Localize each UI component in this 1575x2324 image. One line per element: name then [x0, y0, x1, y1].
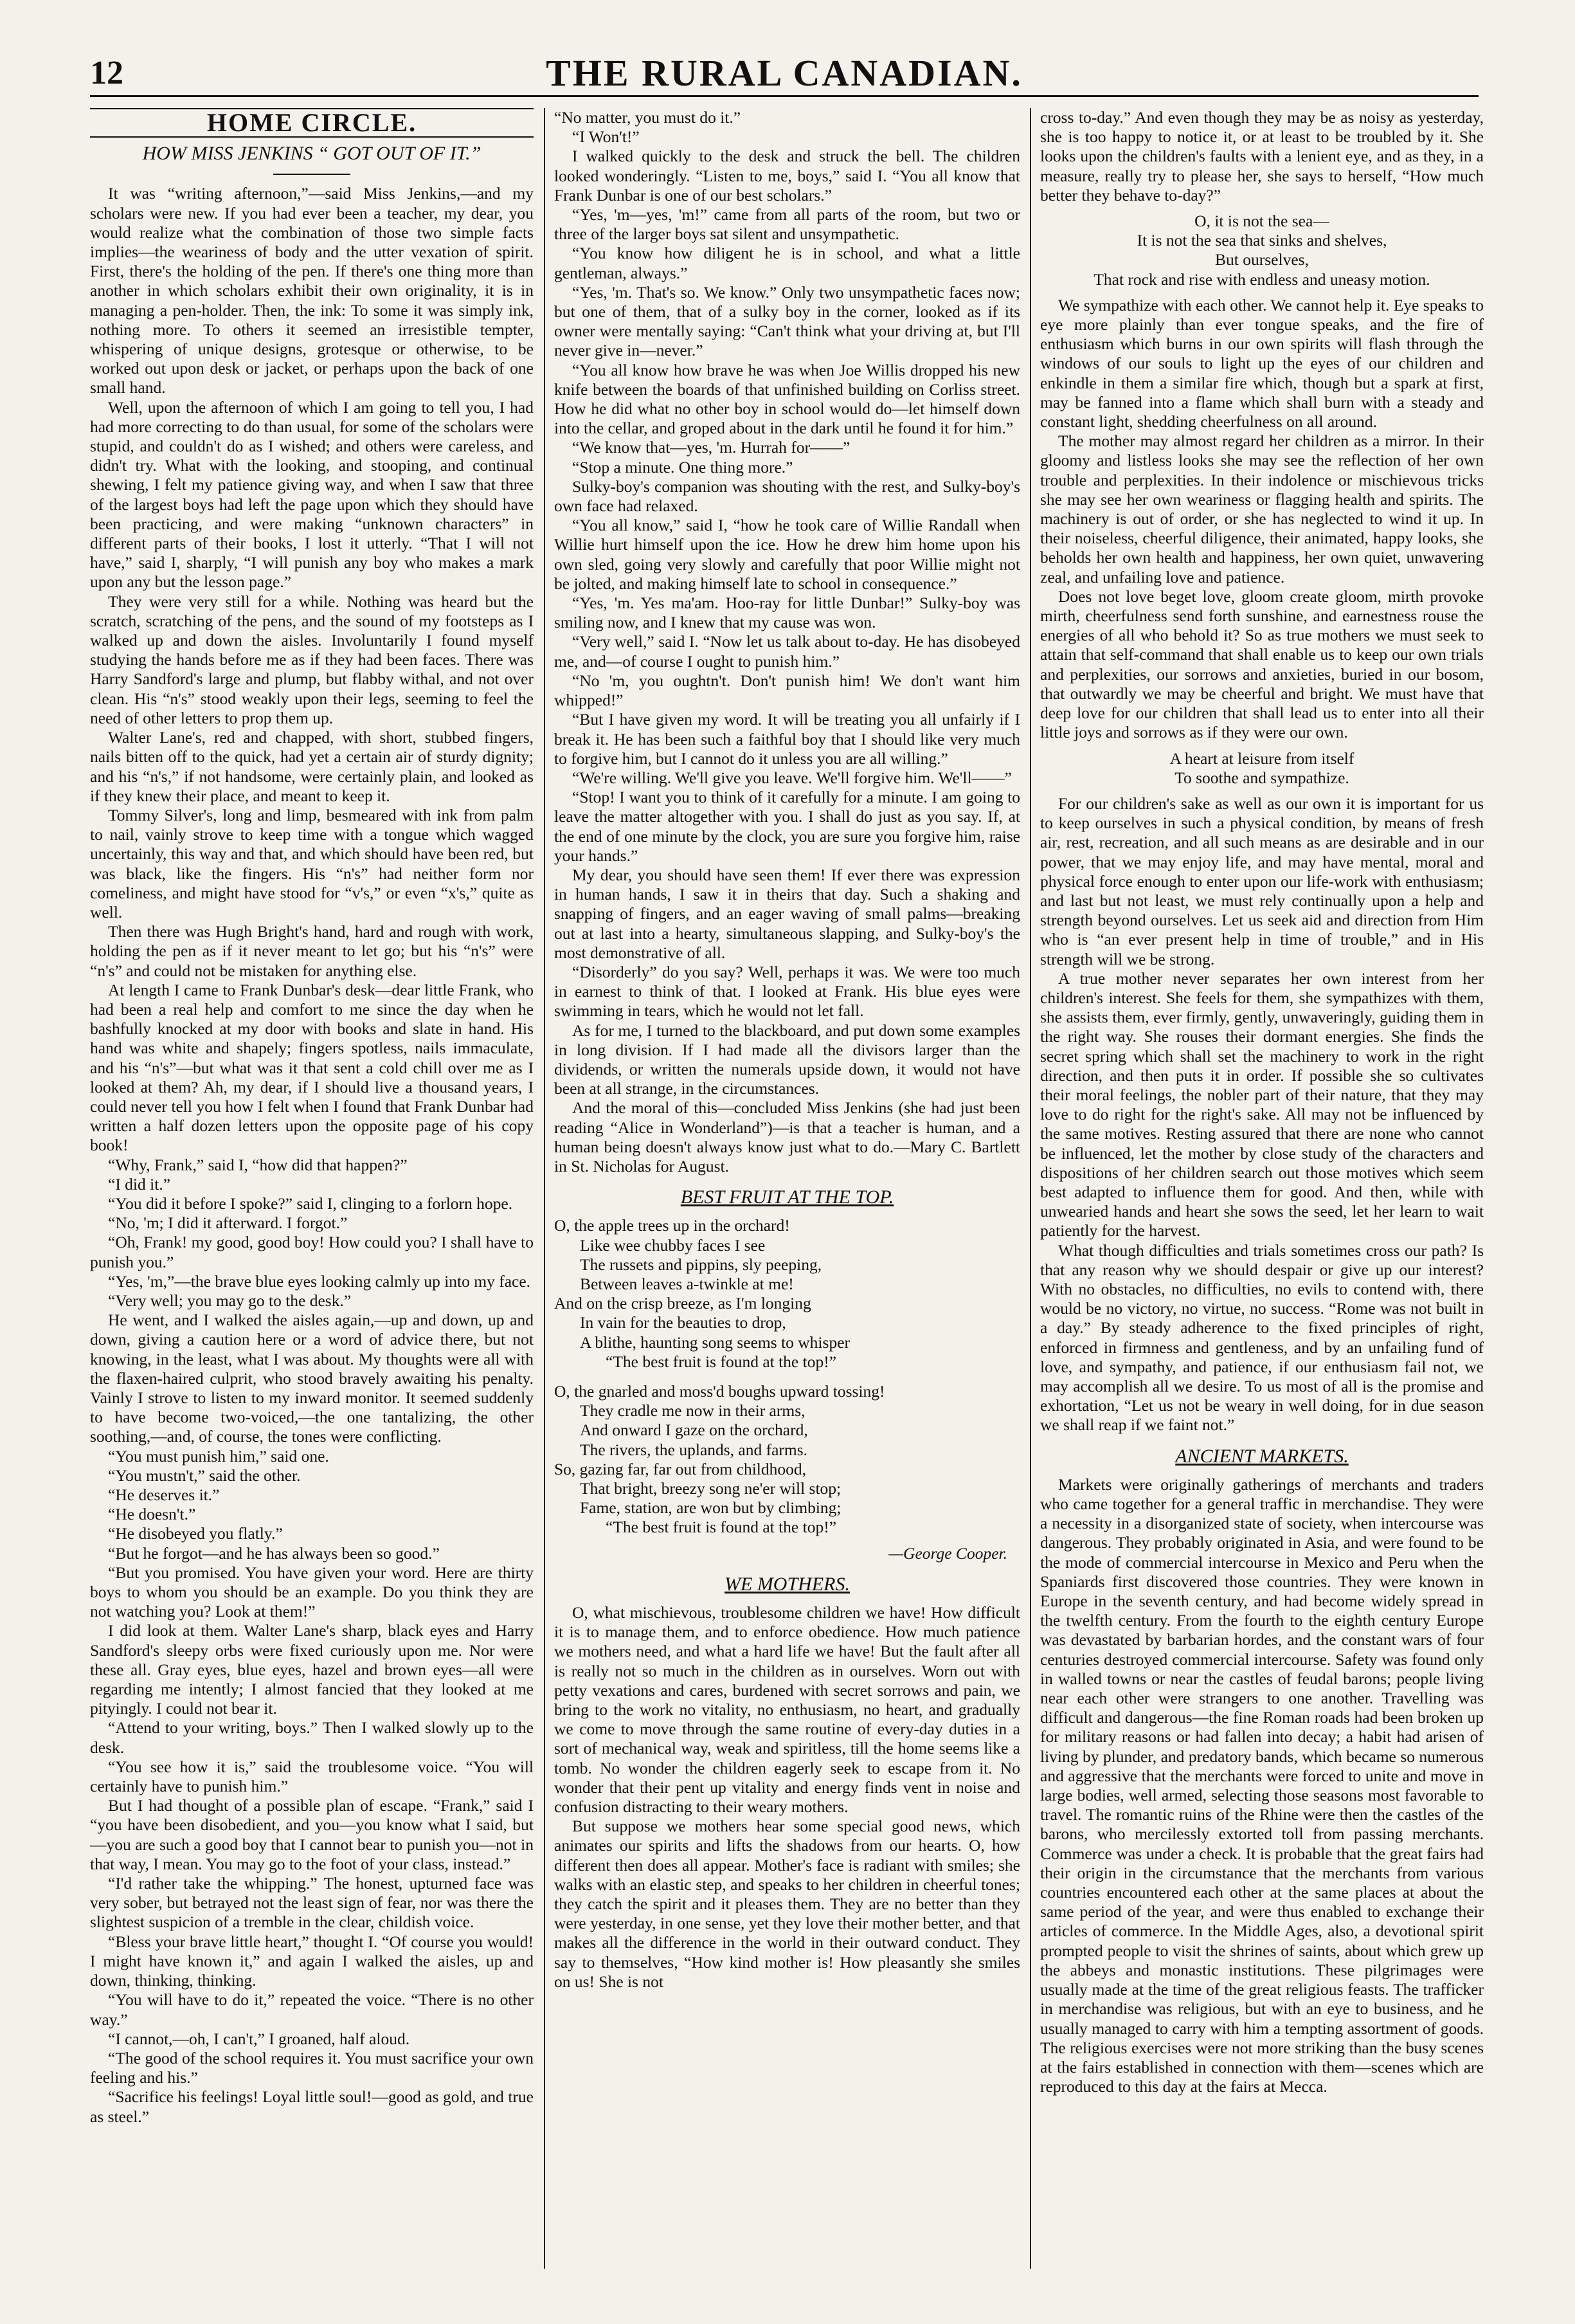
poem-line: Like wee chubby faces I see	[580, 1235, 766, 1255]
poem	[554, 1216, 1020, 1537]
poem-line: “The best fruit is found at the top!”	[606, 1518, 837, 1537]
verse-quote	[1040, 212, 1484, 289]
paragraph: “I did it.”	[108, 1174, 171, 1194]
column-rule	[544, 108, 545, 2269]
paragraph: At length I came to Frank Dunbar's desk—dear little Frank, who had been a real help and comfort to me since the day when he bashfully knocked at my door with books and slate in hand. His hand was white and shapely; fingers spotless, nails immaculate, and his “n's”—but what was it that sent a cold chill over me as I looked at them? Ah, my dear, if I should live a thousand years, I could never tell you how I felt when I found that Frank Dunbar had written a half dozen letters upon the opposite page of his copy book!	[90, 980, 534, 1155]
paragraph: Sulky-boy's companion was shouting with the rest, and Sulky-boy's own face had relaxed.	[554, 477, 1020, 516]
paragraph: “You know how diligent he is in school, and what a little gentleman, always.”	[554, 244, 1020, 282]
paragraph: “But he forgot—and he has always been so good.”	[108, 1543, 440, 1563]
paragraph: But I had thought of a possible plan of escape. “Frank,” said I “you have been disobedient, and you—you know what I said, but—you are such a good boy that I cannot bear to punish you—not in that way, I mean. You may go to the foot of your class, instead.”	[90, 1796, 534, 1873]
verse-line: But ourselves,	[1215, 250, 1309, 269]
verse-quote	[1040, 749, 1484, 788]
paragraph: “Stop a minute. One thing more.”	[572, 457, 793, 477]
paragraph: “Attend to your writing, boys.” Then I walked slowly up to the desk.	[90, 1718, 534, 1757]
paragraph: “Why, Frank,” said I, “how did that happen?”	[108, 1155, 408, 1174]
story-body-continued	[554, 108, 1020, 1176]
paragraph: “Yes, 'm. That's so. We know.” Only two unsympathetic faces now; but one of them, that of a sulky boy in the corner, looked as if its owner were mentally saying: “Can't think what your driving at, but I'll never give in—never.”	[554, 282, 1020, 360]
paragraph: Tommy Silver's, long and limp, besmeared with ink from palm to nail, vainly strove to keep time with a tongue which wagged uncertainly, this way and that, and which should have been red, but was black, like the fingers. His “n's” had neither form nor comeliness, and might have stood for “v's,” or even “x's,” quite as well.	[90, 805, 534, 921]
paragraph: Markets were originally gatherings of merchants and traders who came together for a general traffic in merchandise. They were a necessity in a disorganized state of society, when intercourse was dangerous. They probably originated in Asia, and were found to be the mode of commercial intercourse in Mexico and Peru when the Spaniards first discovered those countries. They were known in Europe in the seventh century, and had become widely spread in the twelfth century. From the fourth to the eighth century Europe was devastated by barbarian hordes, and the constant wars of four centuries destroyed commercial intercourse. Safety was found only in walled towns or near the castles of feudal barons; people living near each other were strangers to one another. Travelling was difficult and dangerous—the fine Roman roads had been broken up for military reasons or had fallen into decay; a habit had arisen of living by plunder, and predatory bands, which became so numerous and aggressive that the merchants were forced to unite and move in large bodies, well armed, selecting those seasons most favorable to travel. The romantic ruins of the Rhine were then the castles of the barons, who mercilessly extorted toll from passing merchants. Commerce was under a check. It is probable that the great fairs had their origin in the circumstance that the merchants from various countries encountered each other at the same places at about the same period of the year, and were thus enabled to exchange their articles of commerce. In the Middle Ages, also, a devotional spirit prompted people to visit the shrines of saints, about which grew up the abbeys and monastic institutions. These pilgrimages were usually made at the time of the great religious feasts. The trafficker in merchandise was religious, but with an eye to business, and he usually managed to carry with him a tempting assortment of goods. The religious exercises were not more striking than the busy scenes at the fairs established in connection with them—scenes which are reproduced to this day at the fairs at Mecca.	[1040, 1475, 1484, 2096]
paragraph: “He disobeyed you flatly.”	[108, 1524, 283, 1543]
paragraph: “You must punish him,” said one.	[108, 1446, 329, 1466]
paragraph: For our children's sake as well as our own it is important for us to keep ourselves in such a physical condition, by means of fresh air, rest, recreation, and all such means as are desirable and in our power, that we may enjoy life, and may have mental, moral and physical force enough to enter upon our life-work with enthusiasm; and last but not least, we must rely continually upon a help and strength beyond ourselves. Let us seek aid and direction from Him who is “an ever present help in time of trouble,” and in His strength will we be strong.	[1040, 794, 1484, 968]
story-title: HOW MISS JENKINS “ GOT OUT OF IT.”	[142, 143, 482, 165]
paragraph: “You did it before I spoke?” said I, clinging to a forlorn hope.	[108, 1194, 513, 1213]
poem-line: They cradle me now in their arms,	[580, 1401, 806, 1421]
paragraph: “We know that—yes, 'm. Hurrah for——”	[572, 438, 851, 457]
poem-author: —George Cooper.	[888, 1543, 1007, 1563]
paragraph: “The good of the school requires it. You must sacrifice your own feeling and his.”	[90, 2048, 534, 2087]
column-3	[1040, 108, 1484, 2269]
paragraph: “Oh, Frank! my good, good boy! How could you? I shall have to punish you.”	[90, 1233, 534, 1271]
column-2	[554, 108, 1020, 2269]
story-body	[90, 184, 534, 2126]
paragraph: As for me, I turned to the blackboard, and put down some examples in long division. If I had made all the divisors larger than the dividends, or written the numerals upside down, it would not have been at all strange, in the circumstances.	[554, 1021, 1020, 1098]
paragraph: “You will have to do it,” repeated the voice. “There is no other way.”	[90, 1990, 534, 2029]
poem-line: So, gazing far, far out from childhood,	[554, 1459, 807, 1478]
column-rule	[1030, 108, 1031, 2269]
verse-line: It is not the sea that sinks and shelves,	[1137, 231, 1387, 250]
article-title: WE MOTHERS.	[724, 1573, 850, 1595]
poem-line: And onward I gaze on the orchard,	[580, 1421, 808, 1440]
poem-line: Fame, station, are won but by climbing;	[580, 1498, 842, 1518]
paragraph: But suppose we mothers hear some special good news, which animates our spirits and lifts the shadows from our hearts. O, how different then does all appear. Mother's face is radiant with smiles; she walks with an elastic step, and speaks to her children in cheerful tones; they catch the spirit and it pleases them. They are no better than they were yesterday, in one sense, yet they love their mother better, and that makes all the difference in the world in their outward conduct. They say to themselves, “How kind mother is! How pleasantly she smiles on us! She is not	[554, 1817, 1020, 1991]
poem-line: And on the crisp breeze, as I'm longing	[554, 1294, 811, 1313]
article-body-continued	[1040, 108, 1484, 205]
paragraph: “No matter, you must do it.”	[554, 108, 741, 127]
verse-line: O, it is not the sea—	[1194, 212, 1329, 231]
article-body	[554, 1603, 1020, 1992]
verse-line: That rock and rise with endless and uneasy motion.	[1094, 269, 1430, 289]
verse-line: A heart at leisure from itself	[1169, 749, 1354, 768]
poem-line: O, the gnarled and moss'd boughs upward tossing!	[554, 1382, 885, 1401]
column-1	[90, 108, 534, 2269]
masthead: THE RURAL CANADIAN.	[546, 52, 1023, 94]
divider	[273, 174, 350, 175]
paragraph: My dear, you should have seen them! If ever there was expression in human hands, I saw it in theirs that day. Such a shaking and snapping of fingers, and an eager waving of small palms—breaking out at last into a hearty, simultaneous slapping, and Sulky-boy's the most demonstrative of all.	[554, 865, 1020, 962]
paragraph: “You all know how brave he was when Joe Willis dropped his new knife between the boards of that unfinished building on Corliss street. How he did what no other boy in school would do—let himself down into the cellar, and groped about in the dark until he found it for him.”	[554, 360, 1020, 438]
paragraph: “Very well; you may go to the desk.”	[108, 1291, 352, 1310]
section-title: HOME CIRCLE.	[90, 108, 534, 138]
paragraph: O, what mischievous, troublesome children we have! How difficult it is to manage them, and to enforce obedience. How much patience we mothers need, and what a hard life we have! But the fault after all is really not so much in the children as in ourselves. Worn out with petty vexations and cares, burdened with secret sorrows and pain, we bring to the work no vitality, no enthusiasm, no heart, and gradually we come to move through the same routine of every-day duties in a sort of mechanical way, weak and spiritless, till the home seems like a tomb. No wonder the children eagerly seek to escape from it. No wonder that their pent up vitality and energy finds vent in noise and confusion distracting to their weary mothers.	[554, 1603, 1020, 1817]
page-header	[90, 50, 1479, 97]
poem-line: O, the apple trees up in the orchard!	[554, 1216, 790, 1235]
paragraph: Then there was Hugh Bright's hand, hard and rough with work, holding the pen as if it never meant to let go; but his “n's” were “n's” and could not be mistaken for anything else.	[90, 922, 534, 980]
paragraph: Does not love beget love, gloom create gloom, mirth provoke mirth, cheerfulness send forth sunshine, and earnestness rouse the energies of all who behold it? So as true mothers we must seek to attain that self-command that shall enable us to keep our own trials and perplexities, our sorrows and anxieties, buried in our bosom, that outwardly we may be cheerful and bright. We must have that deep love for our children that shall lead us to enter into all their little joys and sorrows as if they were our own.	[1040, 586, 1484, 742]
article-body	[1040, 1475, 1484, 2097]
poem-line: In vain for the beauties to drop,	[580, 1313, 786, 1332]
paragraph: “He doesn't.”	[108, 1505, 196, 1524]
paragraph: It was “writing afternoon,”—said Miss Jenkins,—and my scholars were new. If you had ever been a teacher, my dear, you would realize what the combination of those two simple facts implies—the weariness of body and the utter vexation of spirit. First, there's the holding of the pen. If there's one thing more than another in which scholars exhibit their own originality, it is in managing a pen-holder. Then, the ink: To some it was simply ink, nothing more. To others it seemed an irresistible tempter, whispering of unique designs, grotesque or otherwise, to be worked out upon desk or jacket, or perhaps upon the back of one small hand.	[90, 184, 534, 397]
poem-line: A blithe, haunting song seems to whisper	[580, 1332, 851, 1352]
verse-line: To soothe and sympathize.	[1174, 768, 1349, 787]
article-body-continued	[1040, 296, 1484, 743]
paragraph: “Sacrifice his feelings! Loyal little soul!—good as gold, and true as steel.”	[90, 2087, 534, 2126]
poem-line: “The best fruit is found at the top!”	[606, 1352, 837, 1371]
paragraph: cross to-day.” And even though they may be as noisy as yesterday, she is too happy to notice it, or at least to be troubled by it. She looks upon the children's faults with a lenient eye, and as they, in a measure, really try to please her, she says to herself, “How much better they behave to-day?”	[1040, 108, 1484, 204]
paragraph: Walter Lane's, red and chapped, with short, stubbed fingers, nails bitten off to the quick, had yet a certain air of sturdy dignity; and his “n's,” if not handsome, were certainly plain, and looked as if they knew their place, and meant to keep it.	[90, 728, 534, 805]
paragraph: “Yes, 'm. Yes ma'am. Hoo-ray for little Dunbar!” Sulky-boy was smiling now, and I knew that my cause was won.	[554, 594, 1020, 632]
paragraph: “Stop! I want you to think of it carefully for a minute. I am going to leave the matter altogether with you. I shall do just as you say. If, at the end of one minute by the clock, you are sure you forgive him, raise your hands.”	[554, 788, 1020, 865]
paragraph: He went, and I walked the aisles again,—up and down, up and down, giving a caution here or a word of advice there, but not knowing, in the least, what I was about. My thoughts were all with the flaxen-haired culprit, who stood bravely awaiting his penalty. Vainly I strove to listen to my inward monitor. It seemed suddenly to have become two-voiced,—the one tantalizing, the other soothing,—and, of course, the tones were conflicting.	[90, 1311, 534, 1446]
paragraph: I did look at them. Walter Lane's sharp, black eyes and Harry Sandford's sleepy orbs were fixed curiously upon me. Nor were these all. Gray eyes, blue eyes, hazel and brown eyes—all were regarding me intently; I almost fancied that they looked at me pityingly. I could not bear it.	[90, 1621, 534, 1718]
paragraph: “He deserves it.”	[108, 1485, 220, 1505]
poem-title: BEST FRUIT AT THE TOP.	[680, 1186, 894, 1208]
paragraph: And the moral of this—concluded Miss Jenkins (she had just been reading “Alice in Wonderland”)—is that a teacher is human, and a human being doesn't always know just what to do.—Mary C. Bartlett in St. Nicholas for August.	[554, 1098, 1020, 1176]
paragraph: “Yes, 'm,”—the brave blue eyes looking calmly up into my face.	[108, 1271, 531, 1291]
poem-line: Between leaves a-twinkle at me!	[580, 1274, 794, 1293]
paragraph: “Yes, 'm—yes, 'm!” came from all parts of the room, but two or three of the larger boys sat silent and unsympathetic.	[554, 205, 1020, 244]
paragraph: “But I have given my word. It will be treating you all unfairly if I break it. He has been such a faithful boy that I should like very much to forgive him, but I cannot do it unless you are all willing.”	[554, 710, 1020, 768]
paragraph: The mother may almost regard her children as a mirror. In their gloomy and listless looks she may see the reflection of her own trouble and perplexities. In their indolence or mischievous tricks she may see her own weariness or flagging health and spirits. The machinery is out of order, or she has neglected to wind it up. In their noiseless, cheerful diligence, their animated, happy looks, she beholds her own health and happiness, her own quiet, unwavering zeal, and unfailing love and patience.	[1040, 431, 1484, 586]
article-title: ANCIENT MARKETS.	[1175, 1445, 1349, 1467]
paragraph: “No, 'm; I did it afterward. I forgot.”	[108, 1213, 348, 1233]
paragraph: “Very well,” said I. “Now let us talk about to-day. He has disobeyed me, and—of course I ought to punish him.”	[554, 632, 1020, 671]
paragraph: “I cannot,—oh, I can't,” I groaned, half aloud.	[108, 2029, 410, 2048]
paragraph: They were very still for a while. Nothing was heard but the scratch, scratching of the pens, and the sound of my footsteps as I walked up and down the aisles. Involuntarily I found myself studying the hands before me as if they had been faces. There was Harry Sandford's large and plump, but flabby withal, and not over clean. His “n's” stood weakly upon their legs, seeming to feel the need of other letters to prop them up.	[90, 592, 534, 727]
paragraph: “You see how it is,” said the troublesome voice. “You will certainly have to punish him.”	[90, 1757, 534, 1796]
paragraph: “You all know,” said I, “how he took care of Willie Randall when Willie hurt himself upon the ice. How he drew him home upon his own sled, going very slowly and carefully that poor Willie might not be jolted, and making himself late to school in consequence.”	[554, 516, 1020, 593]
paragraph: “But you promised. You have given your word. Here are thirty boys to whom you should be an example. Do you think they are not watching you? Look at them!”	[90, 1563, 534, 1621]
poem-line: That bright, breezy song ne'er will stop;	[580, 1479, 842, 1498]
paragraph: “No 'm, you oughtn't. Don't punish him! We don't want him whipped!”	[554, 671, 1020, 710]
page-number: 12	[90, 55, 123, 91]
paragraph: “You mustn't,” said the other.	[108, 1466, 301, 1485]
paragraph: “Disorderly” do you say? Well, perhaps it was. We were too much in earnest to think of that. I looked at Frank. His blue eyes were swimming in tears, which he would not let fall.	[554, 962, 1020, 1021]
paragraph: We sympathize with each other. We cannot help it. Eye speaks to eye more plainly than ever tongue speaks, and the fire of enthusiasm which burns in our own spirits will flash through the windows of our souls to light up the eyes of our children and enkindle in them a similar fire which, though but a spark at first, may be fanned into a flame which shall burn with a steady and constant light, shedding cheerfulness on all around.	[1040, 295, 1484, 431]
paragraph: “Bless your brave little heart,” thought I. “Of course you would! I might have known it,” and again I walked the aisles, up and down, thinking, thinking.	[90, 1932, 534, 1990]
paragraph: What though difficulties and trials sometimes cross our path? Is that any reason why we should despair or give up our interest? With no obstacles, no difficulties, no evils to contend with, there would be no victory, no virtue, no success. “Rome was not built in a day.” By steady adherence to the fixed principles of right, enforced in firmness and gentleness, and by an unfailing fund of love, and sympathy, and patience, if our enthusiasm fail not, we may accomplish all we desire. To us most of all is the promise and exhortation, “Let us not be weary in well doing, for in due season we shall reap if we faint not.”	[1040, 1240, 1484, 1435]
poem-line: The russets and pippins, sly peeping,	[580, 1255, 822, 1274]
paragraph: I walked quickly to the desk and struck the bell. The children looked wonderingly. “Listen to me, boys,” said I. “You all know that Frank Dunbar is one of our best scholars.”	[554, 147, 1020, 204]
paragraph: Well, upon the afternoon of which I am going to tell you, I had had more correcting to do than usual, for some of the scholars were stupid, and couldn't do as I wished; and others were careless, and didn't try. What with the looking, and stooping, and continual shewing, I felt my patience giving way, and when I saw that three of the largest boys had left the page upon which they should have been practicing, and were making “unknown characters” in different parts of their books, I lost it utterly. “That I will not have,” said I, sharply, “I will punish any boy who makes a mark upon any but the lesson page.”	[90, 397, 534, 592]
paragraph: “I'd rather take the whipping.” The honest, upturned face was very sober, but betrayed not the least sign of fear, nor was there the slightest suspicion of a tremble in the clear, childish voice.	[90, 1874, 534, 1932]
poem-line: The rivers, the uplands, and farms.	[580, 1440, 808, 1459]
stanza-break	[554, 1372, 1020, 1382]
article-body-continued	[1040, 794, 1484, 1435]
paragraph: “I Won't!”	[572, 127, 640, 147]
paragraph: A true mother never separates her own interest from her children's interest. She feels for them, she sympathizes with them, she assists them, ever firmly, gently, unwaveringly, guiding them in the right way. She rouses their dormant energies. She finds the secret spring which shall set the machinery to work in the right direction, and then puts it in order. If possible she so cultivates their moral feelings, the nobler part of their nature, that they may love to do right for the right's sake. All may not be influenced by the same motives. Resting assured that there are none who cannot be influenced, let the mother by close study of the characters and dispositions of her children search out those motives which seem best adapted to influence them for good. And then, while with unwearied hands and heart she sows the seed, let her learn to wait patiently for the harvest.	[1040, 968, 1484, 1240]
paragraph: “We're willing. We'll give you leave. We'll forgive him. We'll——”	[572, 768, 1012, 787]
